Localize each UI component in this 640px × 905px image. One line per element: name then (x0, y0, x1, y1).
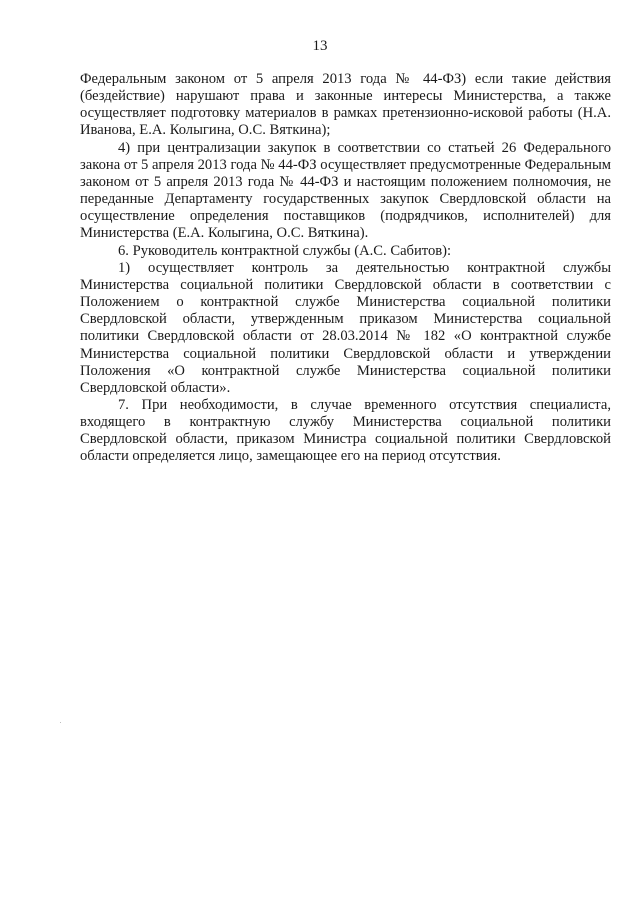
paragraph-section-6: 6. Руководитель контрактной службы (А.С. Сабитов): (118, 242, 452, 259)
paragraph-item-1: 1) осуществляет контроль за деятельностью контрактной службы Министерства социальной политики Свердловской области в соответствии с Положением о контрактной службе Министерства социальной политики Свердловской области, утвержденным приказом Министерства социальной политики Свердловской области от 28.03.2014 № 182 «О контрактной службе Министерства социальной политики Свердловской области и утверждении Положения «О контрактной службе Министерства социальной политики Свердловской области». (80, 259, 611, 396)
paragraph-item-4: 4) при централизации закупок в соответствии со статьей 26 Федерального закона от 5 апреля 2013 года № 44-ФЗ осуществляет предусмотренные Федеральным законом от 5 апреля 2013 года № 44-ФЗ и настоящим положением полномочия, не переданные Департаменту государственных закупок Свердловской области на осуществление определения поставщиков (подрядчиков, исполнителей) для Министерства (Е.А. Колыгина, О.С. Вяткина). (80, 139, 611, 242)
paragraph-section-7: 7. При необходимости, в случае временного отсутствия специалиста, входящего в контрактную службу Министерства социальной политики Свердловской области, приказом Министра социальной политики Свердловской области определяется лицо, замещающее его на период отсутствия. (80, 396, 611, 465)
document-body (80, 71, 611, 466)
page-number: 13 (312, 38, 328, 54)
paragraph-continuation: Федеральным законом от 5 апреля 2013 года № 44-ФЗ) если такие действия (бездействие) нарушают права и законные интересы Министерства, а также осуществляет подготовку материалов в рамках претензионно-исковой работы (Н.А. Иванова, Е.А. Колыгина, О.С. Вяткина); (80, 71, 611, 139)
scan-speck (60, 722, 61, 723)
